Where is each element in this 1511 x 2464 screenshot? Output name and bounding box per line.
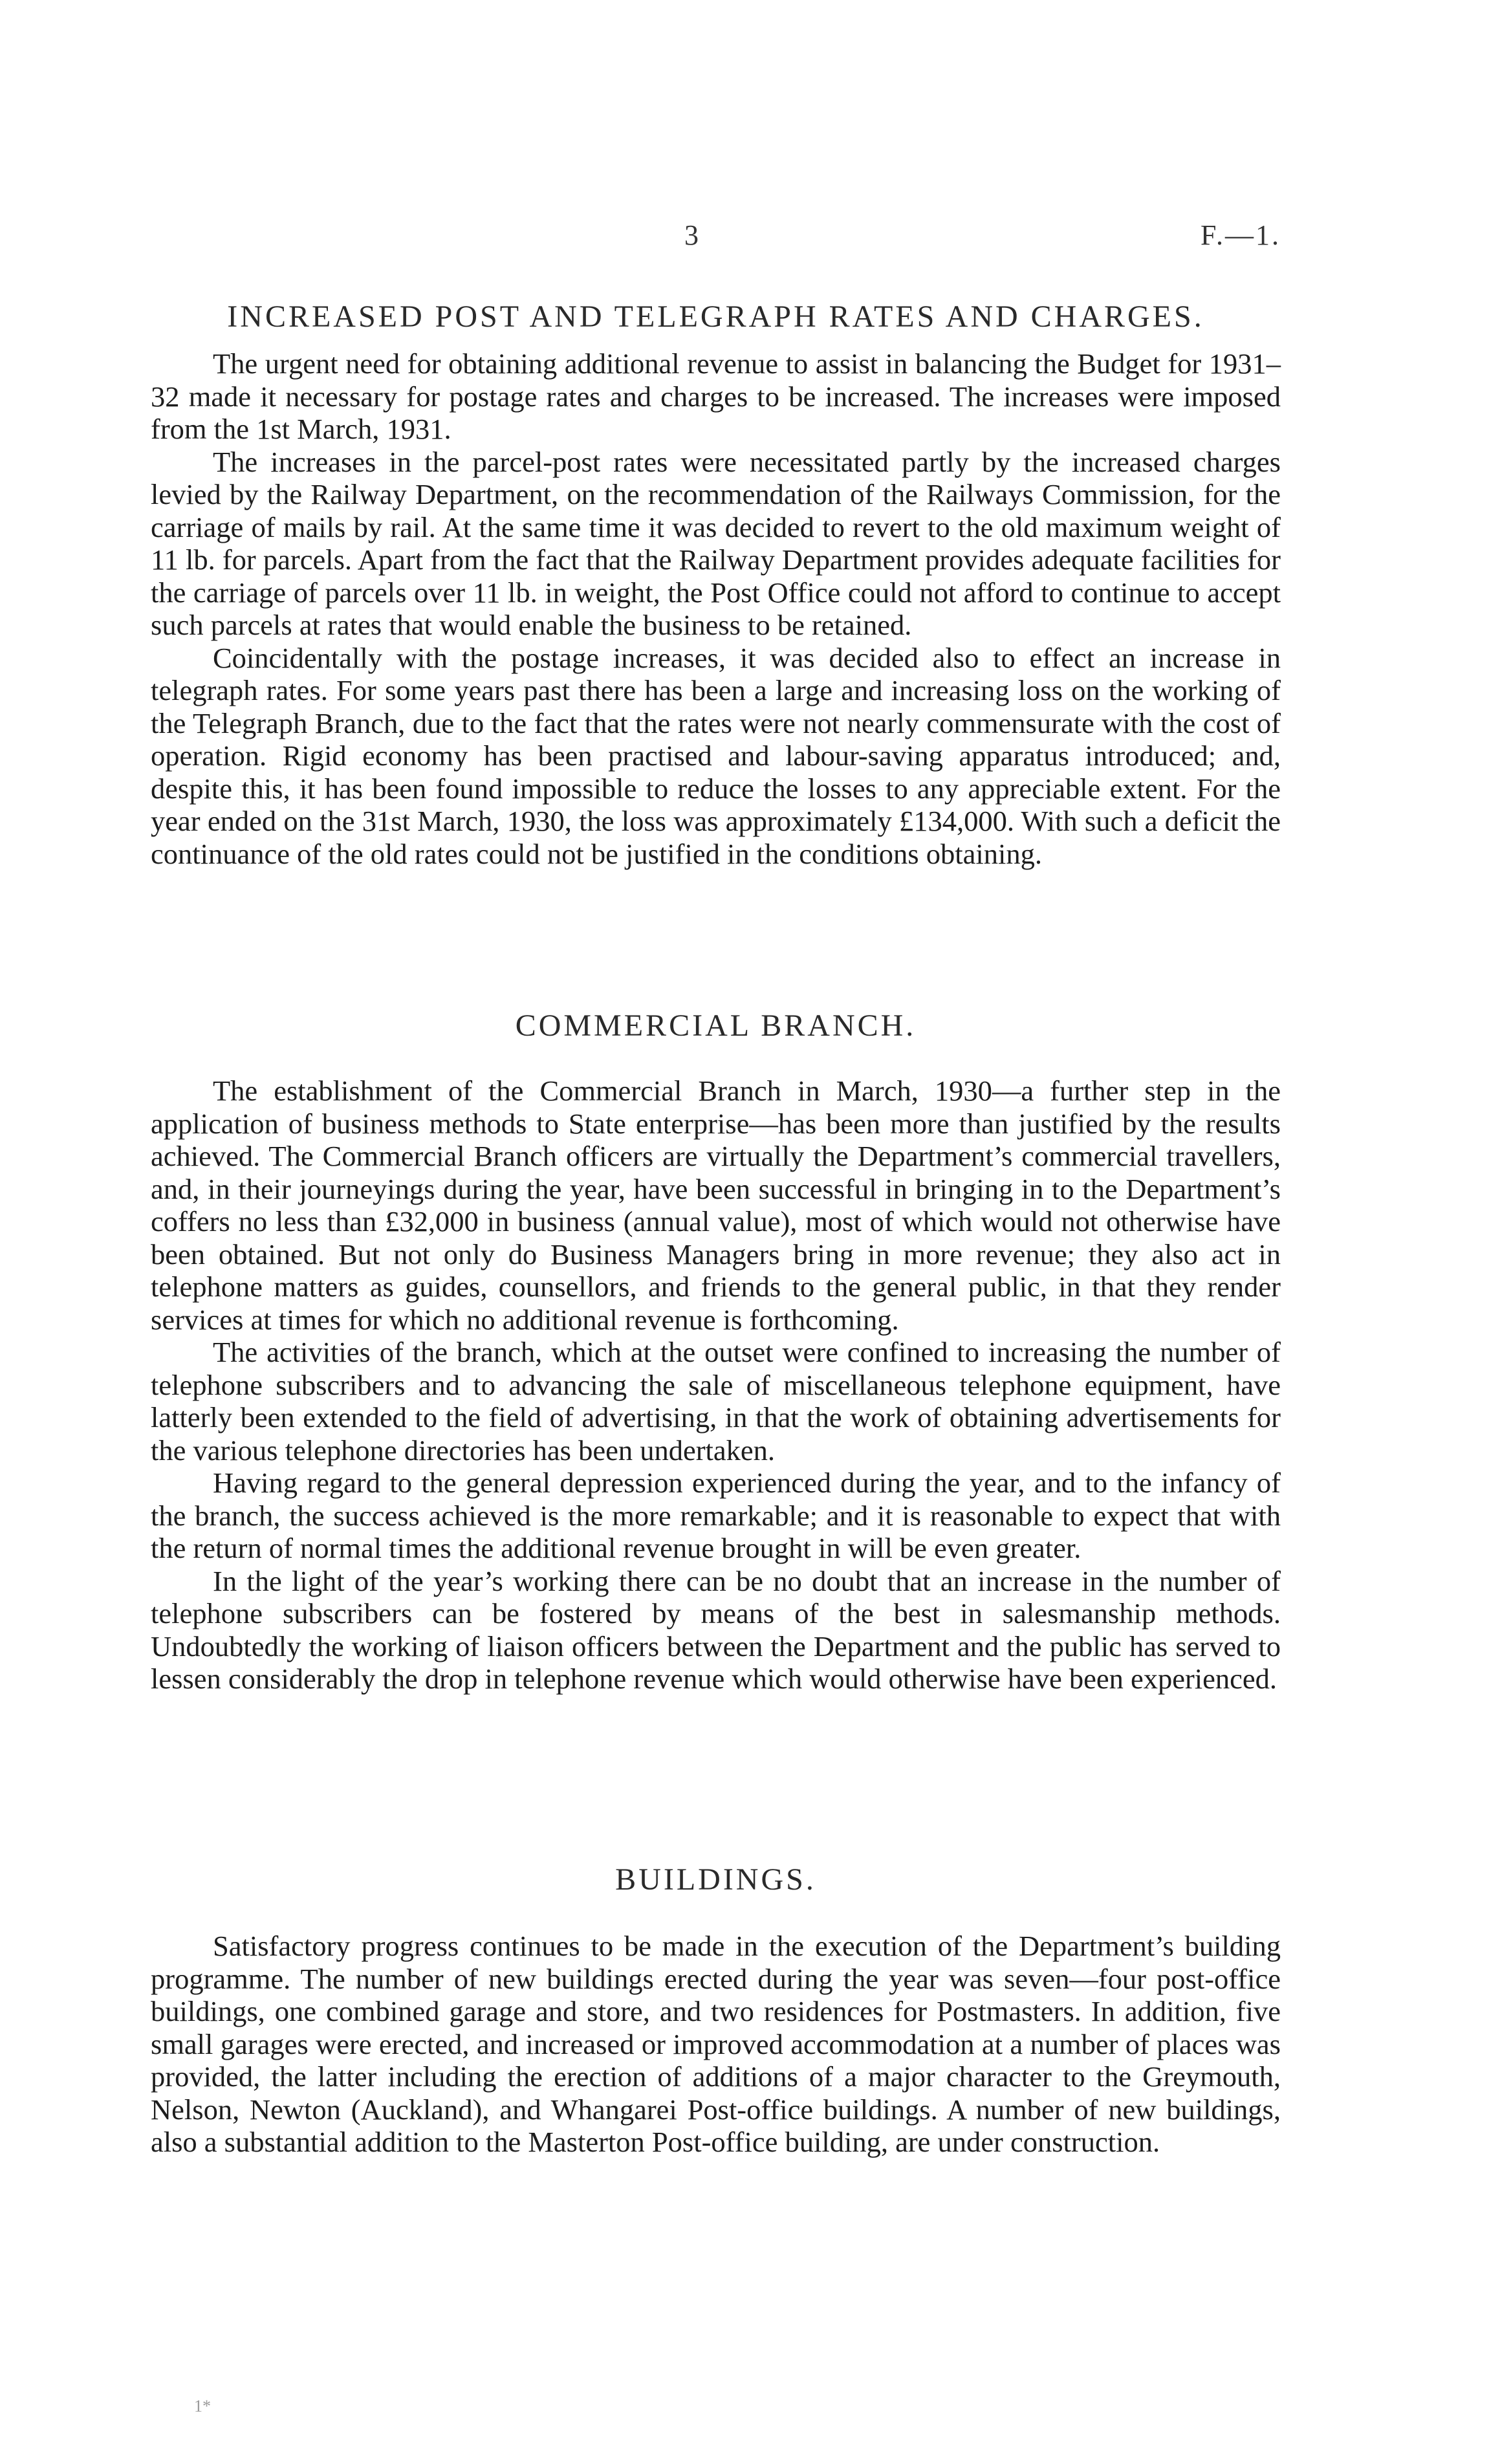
paragraph: The increases in the parcel-post rates were necessitated partly by the increased charges levied by the Railway Department, on the recommendation of the Railways Commission, for the carriage of mails by rail. At the same time it was decided to revert to the old maximum weight of 11 lb. for parcels. Apart from the fact that the Railway Department provides adequate facilities for the carriage of parcels over 11 lb. in weight, the Post Office could not afford to continue to accept such parcels at rates that would enable the business to be retained. bbox=[151, 445, 1281, 641]
printer-signature-mark: 1* bbox=[194, 2397, 211, 2415]
section-heading: INCREASED POST AND TELEGRAPH RATES AND CHARGES. bbox=[227, 300, 1204, 334]
paragraph: Coincidentally with the postage increases, it was decided also to effect an increase in telegraph rates. For some years past there has been a large and increasing loss on the working of the Telegraph Branch, due to the fact that the rates were not nearly commensurate with the cost of operation. Rigid economy has been practised and labour-saving apparatus introduced; and, despite this, it has been found impossible to reduce the losses to any appreciable extent. For the year ended on the 31st March, 1930, the loss was approximately £134,000. With such a deficit the continuance of the old rates could not be justified in the conditions obtaining. bbox=[151, 641, 1281, 870]
paragraph: Satisfactory progress continues to be made in the execution of the Department’s building programme. The number of new buildings erected during the year was seven—four post-office buildings, one combined garage and store, and two residences for Postmasters. In addition, five small garages were erected, and increased or improved accommodation at a number of places was provided, the latter including the erection of additions of a major character to the Greymouth, Nelson, Newton (Auckland), and Whangarei Post-office buildings. A number of new buildings, also a substantial addition to the Masterton Post-office building, are under construction. bbox=[151, 1930, 1281, 2158]
paragraph: The urgent need for obtaining additional revenue to assist in balancing the Budget for 1931–32 made it necessary for postage rates and charges to be increased. The increases were imposed from the 1st March, 1931. bbox=[151, 347, 1281, 445]
paragraph: Having regard to the general depression experienced during the year, and to the infancy of the branch, the success achieved is the more remarkable; and it is reasonable to expect that with the return of normal times the additional revenue brought in will be even greater. bbox=[151, 1466, 1281, 1564]
section-buildings bbox=[151, 1862, 1281, 2159]
document-reference: F.—1. bbox=[1201, 219, 1281, 251]
page-number: 3 bbox=[684, 219, 700, 251]
section-rates-and-charges bbox=[151, 299, 1281, 870]
paragraph: The establishment of the Commercial Branch in March, 1930—a further step in the application of business methods to State enterprise—has been more than justified by the results achieved. The Commercial Branch officers are virtually the Department’s commercial travellers, and, in their journeyings during the year, have been successful in bringing in to the Department’s coffers no less than £32,000 in business (annual value), most of which would not otherwise have been obtained. But not only do Business Managers bring in more revenue; they also act in telephone matters as guides, counsellors, and friends to the general public, in that they render services at times for which no additional revenue is forthcoming. bbox=[151, 1074, 1281, 1336]
paragraph: The activities of the branch, which at the outset were confined to increasing the number of telephone subscribers and to advancing the sale of miscellaneous telephone equipment, have latterly been extended to the field of advertising, in that the work of obtaining advertisements for the various telephone directories has been undertaken. bbox=[151, 1336, 1281, 1466]
paragraph: In the light of the year’s working there can be no doubt that an increase in the number of telephone subscribers can be fostered by means of the best in salesmanship methods. Undoubtedly the working of liaison officers between the Department and the public has served to lessen considerably the drop in telephone revenue which would otherwise have been experienced. bbox=[151, 1564, 1281, 1695]
section-commercial-branch bbox=[151, 1008, 1281, 1695]
section-heading: COMMERCIAL BRANCH. bbox=[515, 1008, 917, 1043]
page-header bbox=[0, 219, 1511, 257]
section-heading: BUILDINGS. bbox=[615, 1862, 816, 1897]
